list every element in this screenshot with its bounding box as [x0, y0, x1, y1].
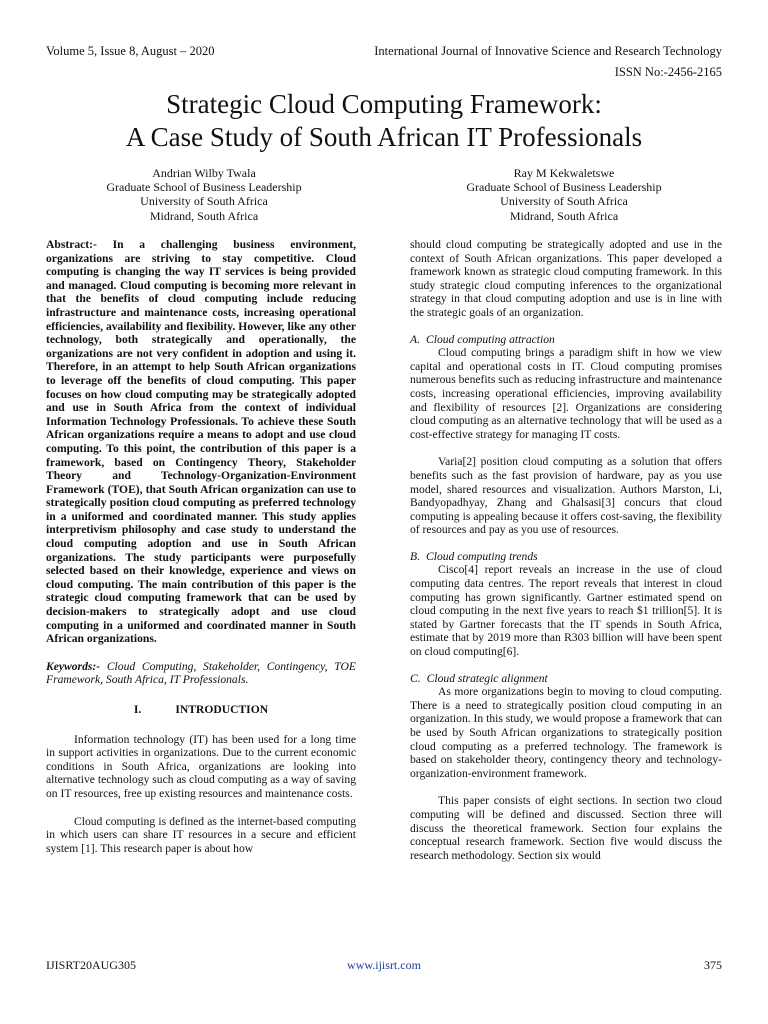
- author-location: Midrand, South Africa: [509, 208, 619, 223]
- alignment-paragraph-2: This paper consists of eight sections. In section two cloud computing will be defined and discussed. Section three will discuss the theoretical framework. Section four explains the conceptual research framework. Section five would discuss the research methodology. Section six would: [410, 794, 722, 862]
- subsection-title: Cloud strategic alignment: [426, 671, 548, 685]
- alignment-paragraph-1: As more organizations begin to moving to cloud computing. There is a need to strategically position cloud computing in an organization. In this study, we would propose a framework that can be used by South African organizations to strategically position cloud computing as a preferred technology. The framework is based on stakeholder theory, contingency theory and technology-organization-environment framework.: [410, 685, 722, 780]
- subsection-title: Cloud computing trends: [425, 549, 538, 563]
- keywords-text: Cloud Computing, Stakeholder, Contingency, TOE Framework, South Africa, IT Professionals.: [46, 659, 356, 687]
- subsection-heading-a: [410, 333, 722, 347]
- subsection-heading-c: [410, 672, 722, 686]
- keywords: [46, 660, 356, 687]
- trends-paragraph: Cisco[4] report reveals an increase in the use of cloud computing data centres. The report reveals that interest in cloud computing has grown significantly. Gartner estimated spend on cloud computing in the next five years to reach $1 trillion[5]. It is stated by Gartner forecasts that the IT spends in South Africa, estimate that by 2019 more than R303 billion will have been spent on cloud computing[6].: [410, 563, 722, 659]
- author-university: University of South Africa: [140, 194, 268, 209]
- footer-page-number: 375: [704, 958, 722, 972]
- intro-paragraph-2: Cloud computing is defined as the internet-based computing in which users can share IT resources in a secure and efficient system [1]. This research paper is about how: [46, 814, 356, 855]
- author-name: Ray M Kekwaletswe: [513, 166, 615, 180]
- author-university: University of South Africa: [500, 194, 628, 209]
- journal-name: International Journal of Innovative Science and Research Technology: [374, 44, 722, 58]
- author-school: Graduate School of Business Leadership: [466, 180, 662, 195]
- author-location: Midrand, South Africa: [149, 208, 259, 223]
- subsection-letter: B.: [410, 549, 420, 563]
- intro-paragraph-continued: should cloud computing be strategically adopted and use in the context of South African organizations. This paper developed a framework known as strategic cloud computing framework. In this study strategic cloud computing inferences to the organizational strategy in that cloud computing adoption and use is in line with the strategic goals of an organization.: [410, 238, 722, 319]
- introduction-heading: [46, 703, 356, 717]
- subsection-heading-b: [410, 550, 722, 564]
- subsection-letter: A.: [410, 332, 420, 346]
- intro-paragraph-1: Information technology (IT) has been used for a long time in support activities in organizations. Due to the current economic conditions in South Africa, organizations are looking into alternative technology such as cloud computing as a way of saving on IT resources, free up existing resources and maintenance costs.: [46, 732, 356, 800]
- author-block-2: [414, 166, 714, 223]
- paper-title-line-2: A Case Study of South African IT Professionals: [125, 122, 643, 152]
- section-title: INTRODUCTION: [175, 703, 269, 716]
- subsection-title: Cloud computing attraction: [425, 332, 555, 346]
- paper-title: [0, 88, 768, 154]
- subsection-letter: C.: [410, 671, 421, 685]
- section-number: I.: [133, 703, 142, 716]
- left-column: [46, 238, 356, 855]
- journal-issn: ISSN No:-2456-2165: [614, 65, 722, 79]
- keywords-label: Keywords:-: [46, 659, 101, 673]
- author-school: Graduate School of Business Leadership: [106, 180, 302, 195]
- attraction-paragraph-1: Cloud computing brings a paradigm shift in how we view capital and operational costs in IT. Cloud computing promises numerous benefits such as reducing infrastructure and maintenance costs, increasing operational efficiencies, improving availability and flexibility of resources [2]. Organizations are considering cloud computing as an alternative technology that will be used as a cost-effective strategy for managing IT costs.: [410, 346, 722, 441]
- attraction-paragraph-2: Varia[2] position cloud computing as a solution that offers benefits such as the fast provision of hardware, pay as you use model, shared resources and visualization. Authors Marston, Li, Bandyopadhyay, Zhang and Ghalsasi[3] concurs that cloud computing is appealing because it offers cost-saving, the flexibility of resources and pay as you use of resources.: [410, 455, 722, 537]
- footer-website-link[interactable]: www.ijisrt.com: [347, 958, 421, 972]
- right-column: [410, 238, 722, 862]
- author-block-1: [54, 166, 354, 223]
- journal-volume: Volume 5, Issue 8, August – 2020: [46, 44, 215, 58]
- paper-title-line-1: Strategic Cloud Computing Framework:: [166, 89, 602, 119]
- abstract: Abstract:- In a challenging business environment, organizations are striving to stay competitive. Cloud computing is changing the way IT services is being provided and managed. Cloud computing is becoming more relevant in that the benefits of cloud computing include reducing infrastructure and maintenance costs, increasing operational efficiencies, availability and flexibility. However, like any other technology, both strategically and operationally, the organizations are not very confident in adoption and using it. Therefore, in an attempt to help South African organizations to leverage off the benefits of cloud computing. This paper focuses on how cloud computing may be strategically adopted and use in South Africa from the context of individual Information Technology Professionals. To achieve these South African organizations require a means to adopt and use cloud computing. To this point, the contribution of this paper is a framework, based on Contingency Theory, Stakeholder Theory and Technology-Organization-Environment Framework (TOE), that South African organization can use to strategically position cloud computing as preferred technology in a uniformed and coordinated manner. This study applies interpretivism philosophy and case study to understand the cloud computing adoption and use in South African organizations. The study participants were purposefully selected based on their knowledge, experience and views on cloud computing. The main contribution of this paper is the strategic cloud computing framework that can be used by decision-makers to strategically adopt and use cloud computing in a uniformed and coordinated manner in South African organizations.: [46, 238, 356, 646]
- footer-paper-code: IJISRT20AUG305: [46, 958, 136, 972]
- author-name: Andrian Wilby Twala: [152, 166, 256, 180]
